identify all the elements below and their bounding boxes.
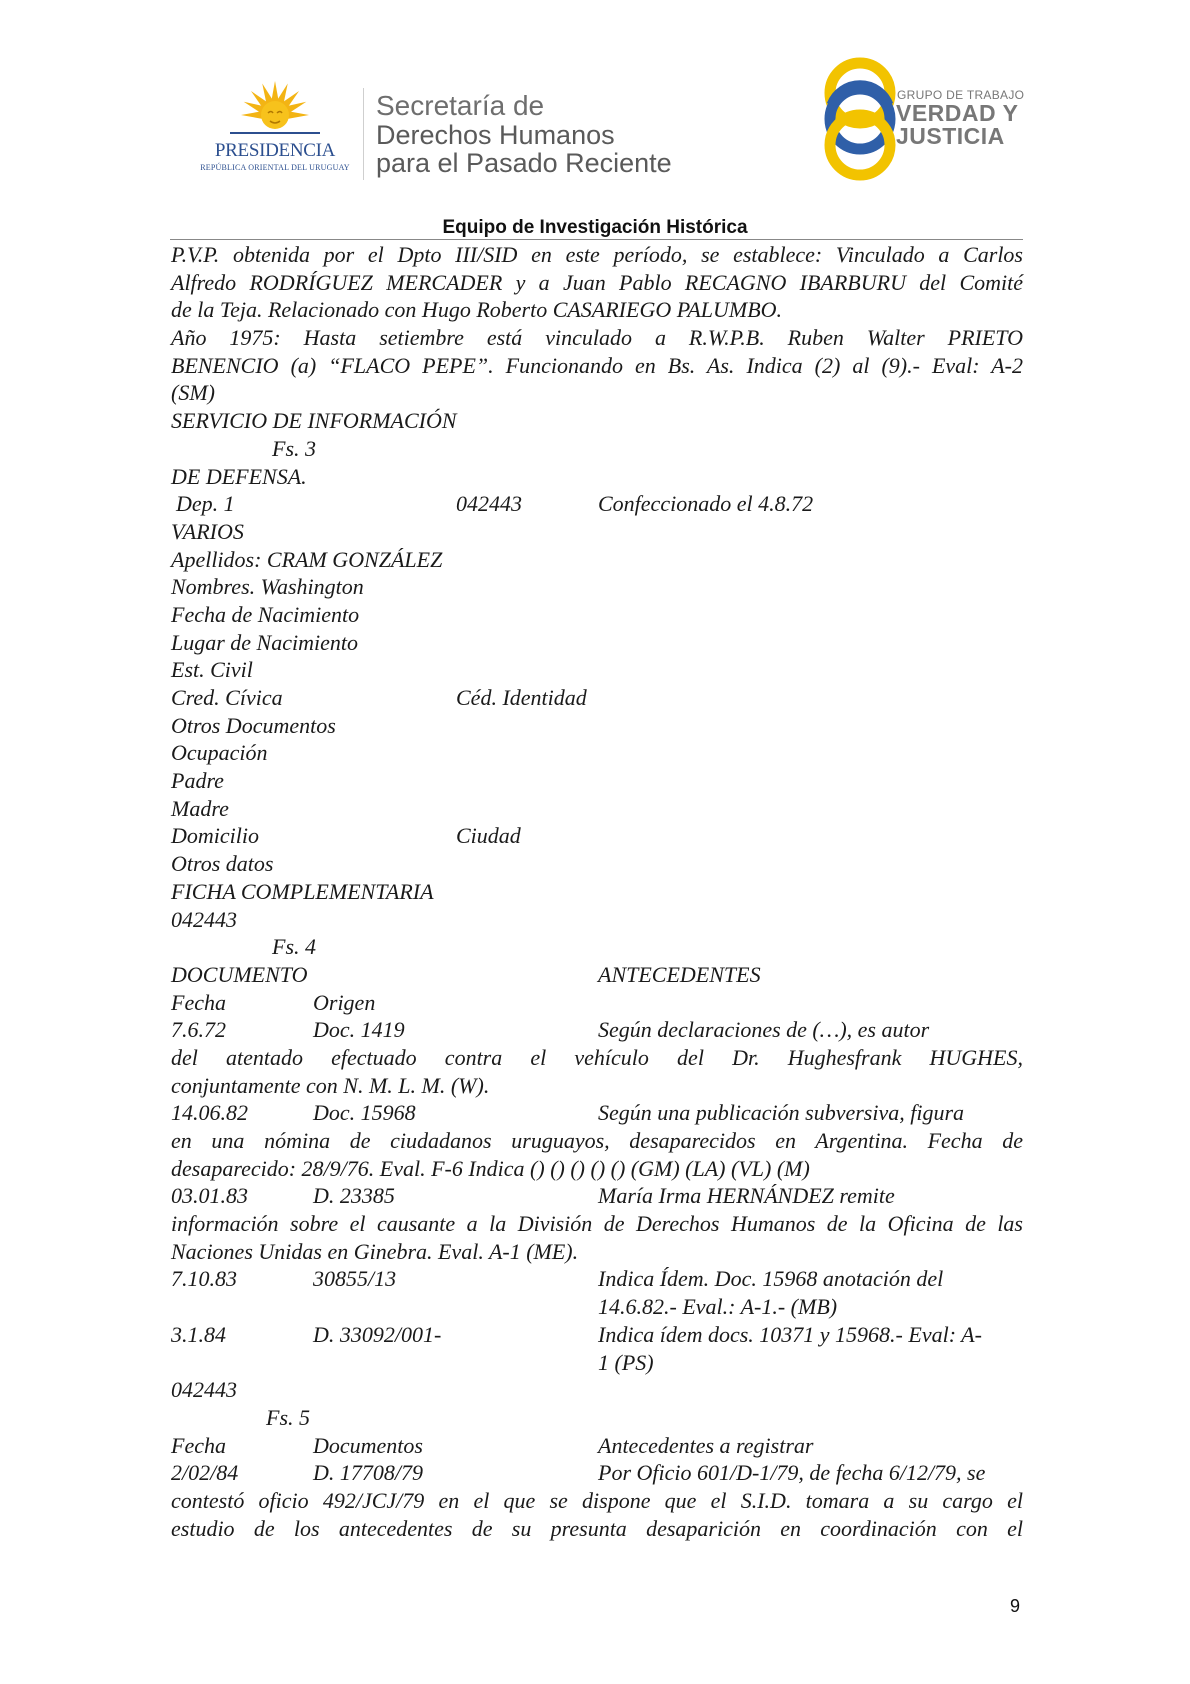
folio-label: Fs. 3 — [272, 435, 316, 461]
text-line — [171, 1182, 1023, 1210]
entry-text: Según una publicación subversiva, figura — [598, 1100, 965, 1126]
justicia-label: JUSTICIA — [896, 123, 1005, 149]
column-heading: Origen — [313, 989, 376, 1015]
entry-doc: D. 17708/79 — [313, 1460, 423, 1486]
entry-text: Indica ídem docs. 10371 y 15968.- Eval: A- — [598, 1321, 982, 1347]
text-line: (SM) — [171, 380, 215, 406]
entry-text: 1 (PS) — [598, 1349, 654, 1375]
text-line — [171, 1016, 1023, 1044]
verdad-label: VERDAD Y — [896, 100, 1019, 126]
text-line: contestó oficio 492/JCJ/79 en el que se dispone que el S.I.D. tomara a su cargo el — [171, 1487, 1023, 1513]
entry-doc: Doc. 1419 — [313, 1017, 405, 1043]
column-heading: Fecha — [171, 1432, 226, 1458]
text-line: Nombres. Washington — [171, 574, 364, 600]
entry-text: Según declaraciones de (…), es autor — [598, 1017, 930, 1043]
entry-doc: Doc. 15968 — [313, 1100, 416, 1126]
confeccionado-label: Confeccionado el 4.8.72 — [598, 491, 814, 517]
text-line — [171, 1459, 1023, 1487]
text-line: VARIOS — [171, 518, 244, 544]
text-line: en una nómina de ciudadanos uruguayos, desaparecidos en Argentina. Fecha de — [171, 1128, 1023, 1153]
column-heading: Fecha — [171, 989, 226, 1015]
text-line — [171, 1404, 1023, 1432]
entry-date: 7.6.72 — [171, 1017, 226, 1043]
text-line: de la Teja. Relacionado con Hugo Roberto CASARIEGO PALUMBO. — [171, 297, 783, 323]
folio-label: Fs. 5 — [266, 1404, 310, 1430]
column-heading: Antecedentes a registrar — [598, 1432, 814, 1458]
entry-text: María Irma HERNÁNDEZ remite — [598, 1183, 895, 1209]
page-number: 9 — [1010, 1596, 1021, 1616]
entry-text: Indica Ídem. Doc. 15968 anotación del — [598, 1266, 944, 1292]
field-label: Ciudad — [456, 823, 521, 849]
text-line: Est. Civil — [171, 657, 253, 683]
presidencia-label: PRESIDENCIA — [214, 140, 336, 161]
text-line: Año 1975: Hasta setiembre está vinculado a R.W.P.B. Ruben Walter PRIETO — [171, 325, 1023, 351]
section-title: Equipo de Investigación Histórica — [442, 217, 748, 238]
entry-doc: 30855/13 — [313, 1266, 397, 1292]
text-line: DE DEFENSA. — [171, 463, 307, 489]
text-line: Naciones Unidas en Ginebra. Eval. A-1 (ME). — [171, 1238, 579, 1264]
text-line — [171, 1349, 1023, 1377]
entry-date: 14.06.82 — [171, 1100, 248, 1126]
text-line: información sobre el causante a la División de Derechos Humanos de la Oficina de las — [171, 1211, 1023, 1237]
text-line — [171, 1432, 1023, 1460]
entry-date: 3.1.84 — [171, 1321, 226, 1347]
entry-text: 14.6.82.- Eval.: A-1.- (MB) — [598, 1294, 838, 1320]
secretaria-line-1: Secretaría de — [376, 90, 545, 121]
text-line: 042443 — [171, 906, 237, 932]
text-line — [171, 1321, 1023, 1349]
grupo-trabajo-label: GRUPO DE TRABAJO — [897, 88, 1025, 102]
header-rule — [170, 239, 1023, 240]
text-line: conjuntamente con N. M. L. M. (W). — [171, 1072, 490, 1098]
text-line: Fecha de Nacimiento — [171, 601, 360, 627]
column-heading: DOCUMENTO — [171, 961, 308, 987]
text-line — [171, 684, 1023, 712]
document-body — [171, 241, 1023, 1542]
logo-divider — [363, 88, 364, 180]
field-label: Domicilio — [171, 823, 259, 849]
text-line: estudio de los antecedentes de su presunta desaparición en coordinación con el — [171, 1515, 1023, 1541]
secretaria-line-2: Derechos Humanos — [376, 120, 615, 150]
entry-date: 03.01.83 — [171, 1183, 248, 1209]
text-line — [171, 1099, 1023, 1127]
dep-label: Dep. 1 — [176, 491, 235, 517]
column-heading: ANTECEDENTES — [598, 961, 761, 987]
text-line — [171, 822, 1023, 850]
text-line: del atentado efectuado contra el vehículo del Dr. Hughesfrank HUGHES, — [171, 1044, 1023, 1070]
page-header — [0, 0, 1190, 200]
entry-date: 7.10.83 — [171, 1266, 237, 1292]
text-line: Lugar de Nacimiento — [171, 629, 358, 655]
file-number: 042443 — [456, 491, 522, 517]
text-line: Apellidos: CRAM GONZÁLEZ — [171, 546, 443, 572]
text-line — [171, 961, 1023, 989]
text-line: Madre — [171, 795, 229, 821]
text-line: P.V.P. obtenida por el Dpto III/SID en este período, se establece: Vinculado a Carlos — [171, 242, 1023, 267]
text-line — [171, 435, 1023, 463]
entry-doc: D. 23385 — [313, 1183, 395, 1209]
field-label: Cred. Cívica — [171, 685, 283, 710]
text-line: Padre — [171, 768, 224, 794]
text-line: Otros Documentos — [171, 712, 336, 738]
column-heading: Documentos — [313, 1432, 423, 1458]
republica-label: REPÚBLICA ORIENTAL DEL URUGUAY — [200, 163, 350, 172]
entry-text: Por Oficio 601/D-1/79, de fecha 6/12/79, se — [598, 1460, 986, 1486]
text-line: Alfredo RODRÍGUEZ MERCADER y a Juan Pablo RECAGNO IBARBURU del Comité — [171, 269, 1023, 295]
secretaria-line-3: para el Pasado Reciente — [376, 148, 672, 178]
interlocking-rings-icon — [820, 55, 900, 183]
text-line — [171, 1265, 1023, 1293]
text-line: FICHA COMPLEMENTARIA — [171, 878, 434, 904]
text-line — [171, 933, 1023, 961]
text-line: SERVICIO DE INFORMACIÓN — [171, 408, 457, 434]
folio-label: Fs. 4 — [272, 934, 316, 960]
text-line: Otros datos — [171, 851, 274, 877]
field-label: Céd. Identidad — [456, 685, 587, 710]
text-line: Ocupación — [171, 740, 268, 766]
text-line: desaparecido: 28/9/76. Eval. F-6 Indica () () () () () (GM) (LA) (VL) (M) — [171, 1155, 810, 1181]
text-line — [171, 490, 1023, 518]
entry-date: 2/02/84 — [171, 1460, 239, 1486]
text-line: BENENCIO (a) “FLACO PEPE”. Funcionando en Bs. As. Indica (2) al (9).- Eval: A-2 — [171, 352, 1023, 378]
text-line: 042443 — [171, 1377, 237, 1403]
text-line — [171, 1293, 1023, 1321]
entry-doc: D. 33092/001- — [313, 1321, 442, 1347]
text-line — [171, 989, 1023, 1017]
